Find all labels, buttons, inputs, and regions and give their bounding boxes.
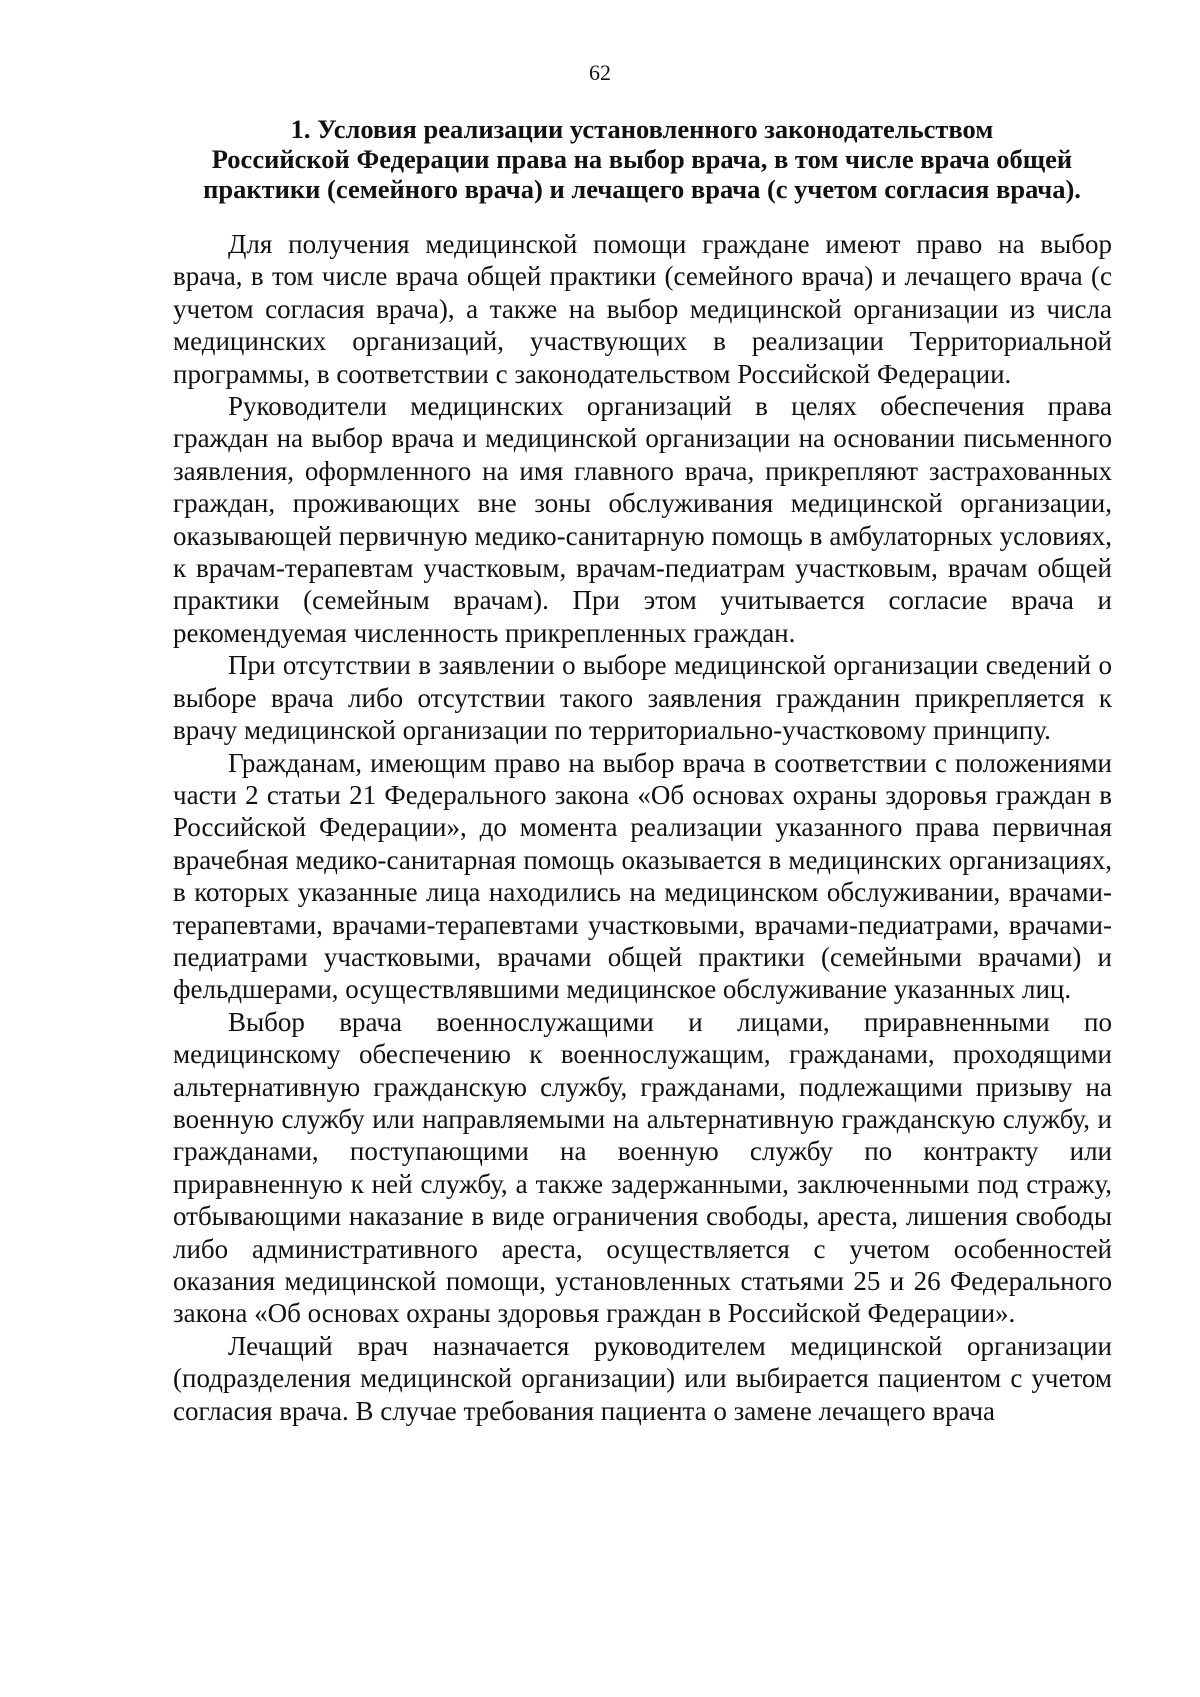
paragraph-attending-physician: Лечащий врач назначается руководителем медицинской организации (подразделения медицинской организации) или выбирается пациентом с учетом согласия врача. В случае требования пациента о замене лечащего врача <box>173 1330 1112 1426</box>
section-heading <box>172 114 1112 204</box>
section-heading-line: практики (семейного врача) и лечащего врача (с учетом согласия врача). <box>203 174 1081 204</box>
section-heading-line: Российской Федерации права на выбор врача, в том числе врача общей <box>211 144 1073 174</box>
paragraph-absence-of-application: При отсутствии в заявлении о выборе медицинской организации сведений о выборе врача либо отсутствии такого заявления гражданин прикрепляется к врачу медицинской организации по территориально-участковому принципу. <box>173 650 1112 746</box>
paragraph-attachment-of-citizens: Руководители медицинских организаций в целях обеспечения права граждан на выбор врача и медицинской организации на основании письменного заявления, оформленного на имя главного врача, прикрепляют застрахованных граждан, проживающих вне зоны обслуживания медицинской организации, оказывающей первичную медико-санитарную помощь в амбулаторных условиях, к врачам-терапевтам участковым, врачам-педиатрам участковым, врачам общей практики (семейным врачам). При этом учитывается согласие врача и рекомендуемая численность прикрепленных граждан. <box>173 391 1112 648</box>
page-number: 62 <box>589 60 611 85</box>
paragraph-right-to-choose: Для получения медицинской помощи граждане имеют право на выбор врача, в том числе врача общей практики (семейного врача) и лечащего врача (с учетом согласия врача), а также на выбор медицинской организации из числа медицинских организаций, участвующих в реализации Территориальной программы, в соответствии с законодательством Российской Федерации. <box>173 229 1112 389</box>
section-heading-line: 1. Условия реализации установленного законодательством <box>290 114 994 144</box>
body-text <box>173 228 1112 1427</box>
paragraph-military-personnel: Выбор врача военнослужащими и лицами, приравненными по медицинскому обеспечению к военнослужащим, гражданами, проходящими альтернативную гражданскую службу, гражданами, подлежащими призыву на военную службу или направляемыми на альтернативную гражданскую службу, и гражданами, поступающими на военную службу по контракту или приравненную к ней службу, а также задержанными, заключенными под стражу, отбывающими наказание в виде ограничения свободы, ареста, лишения свободы либо административного ареста, осуществляется с учетом особенностей оказания медицинской помощи, установленных статьями 25 и 26 Федерального закона «Об основах охраны здоровья граждан в Российской Федерации». <box>173 1006 1112 1329</box>
paragraph-until-right-realized: Гражданам, имеющим право на выбор врача в соответствии с положениями части 2 статьи 21 Федерального закона «Об основах охраны здоровья граждан в Российской Федерации», до момента реализации указанного права первичная врачебная медико-санитарная помощь оказывается в медицинских организациях, в которых указанные лица находились на медицинском обслуживании, врачами-терапевтами, врачами-терапевтами участковыми, врачами-педиатрами, врачами-педиатрами участковыми, врачами общей практики (семейными врачами) и фельдшерами, осуществлявшими медицинское обслуживание указанных лиц. <box>173 747 1112 1005</box>
